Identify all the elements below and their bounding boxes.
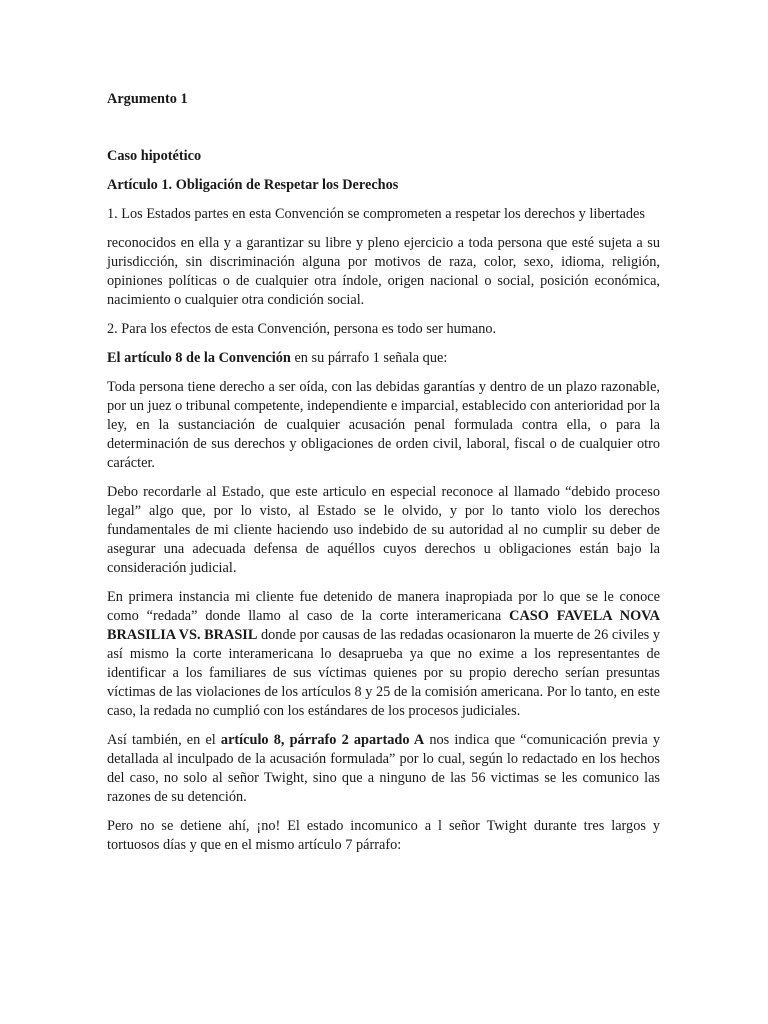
article-8-paragraph-2-reference: artículo 8, párrafo 2 apartado A	[220, 732, 425, 748]
paragraph-7-text-b: donde por causas de las redadas ocasionaron la muerte de 26 civiles y así mismo la corte interamericana lo desaprueba ya que no exime a los representantes de identificar a los familiares de sus víctimas quienes por su propio derecho serían presuntas víctimas de las violaciones de los artículos 8 y 25 de la comisión americana. Por lo tanto, en este caso, la redada no cumplió con los estándares de los procesos judiciales.	[107, 627, 660, 719]
paragraph-3: 2. Para los efectos de esta Convención, persona es todo ser humano.	[107, 321, 497, 337]
paragraph-7-text-a: En primera instancia mi cliente fue detenido de manera inapropiada por lo que se le conoce como “redada” donde llamo al caso de la corte interamericana	[107, 589, 660, 624]
paragraph-1: 1. Los Estados partes en esta Convención se comprometen a respetar los derechos y libertades	[107, 206, 645, 222]
paragraph-2: reconocidos en ella y a garantizar su libre y pleno ejercicio a toda persona que esté sujeta a su jurisdicción, sin discriminación alguna por motivos de raza, color, sexo, idioma, religión, opiniones políticas o de cualquier otra índole, origen nacional o social, posición económica, nacimiento o cualquier otra condición social.	[107, 235, 660, 308]
document-page	[107, 90, 660, 865]
paragraph-9: Pero no se detiene ahí, ¡no! El estado incomunico a l señor Twight durante tres largos y tortuosos días y que en el mismo artículo 7 párrafo:	[107, 818, 660, 853]
paragraph-4-text: en su párrafo 1 señala que:	[290, 350, 448, 366]
paragraph-5: Toda persona tiene derecho a ser oída, con las debidas garantías y dentro de un plazo razonable, por un juez o tribunal competente, independiente e imparcial, establecido con anterioridad por la ley, en la sustanciación de cualquier acusación penal formulada contra ella, o para la determinación de sus derechos y obligaciones de orden civil, laboral, fiscal o de cualquier otro carácter.	[107, 379, 660, 471]
paragraph-7	[107, 588, 660, 721]
case-reference: CASO FAVELA NOVA BRASILIA VS. BRASIL	[107, 608, 660, 643]
paragraph-8-text-b: nos indica que “comunicación previa y detallada al inculpado de la acusación formulada” por lo cual, según lo redactado en los hechos del caso, no solo al señor Twight, sino que a ninguno de las 56 victimas se les comunico las razones de su detención.	[107, 732, 660, 805]
paragraph-4	[107, 349, 660, 368]
document-subtitle: Caso hipotético	[107, 148, 202, 164]
paragraph-6: Debo recordarle al Estado, que este articulo en especial reconoce al llamado “debido proceso legal” algo que, por lo visto, al Estado se le olvido, y por lo tanto violo los derechos fundamentales de mi cliente haciendo uso indebido de su autoridad al no cumplir su deber de asegurar una adecuada defensa de aquéllos cuyos derechos u obligaciones están bajo la consideración judicial.	[107, 484, 660, 576]
article-8-reference: El artículo 8 de la Convención	[107, 350, 291, 366]
paragraph-8-text-a: Así también, en el	[107, 732, 221, 748]
document-title: Argumento 1	[107, 91, 188, 107]
paragraph-8	[107, 731, 660, 807]
article-1-heading: Artículo 1. Obligación de Respetar los Derechos	[107, 177, 399, 193]
